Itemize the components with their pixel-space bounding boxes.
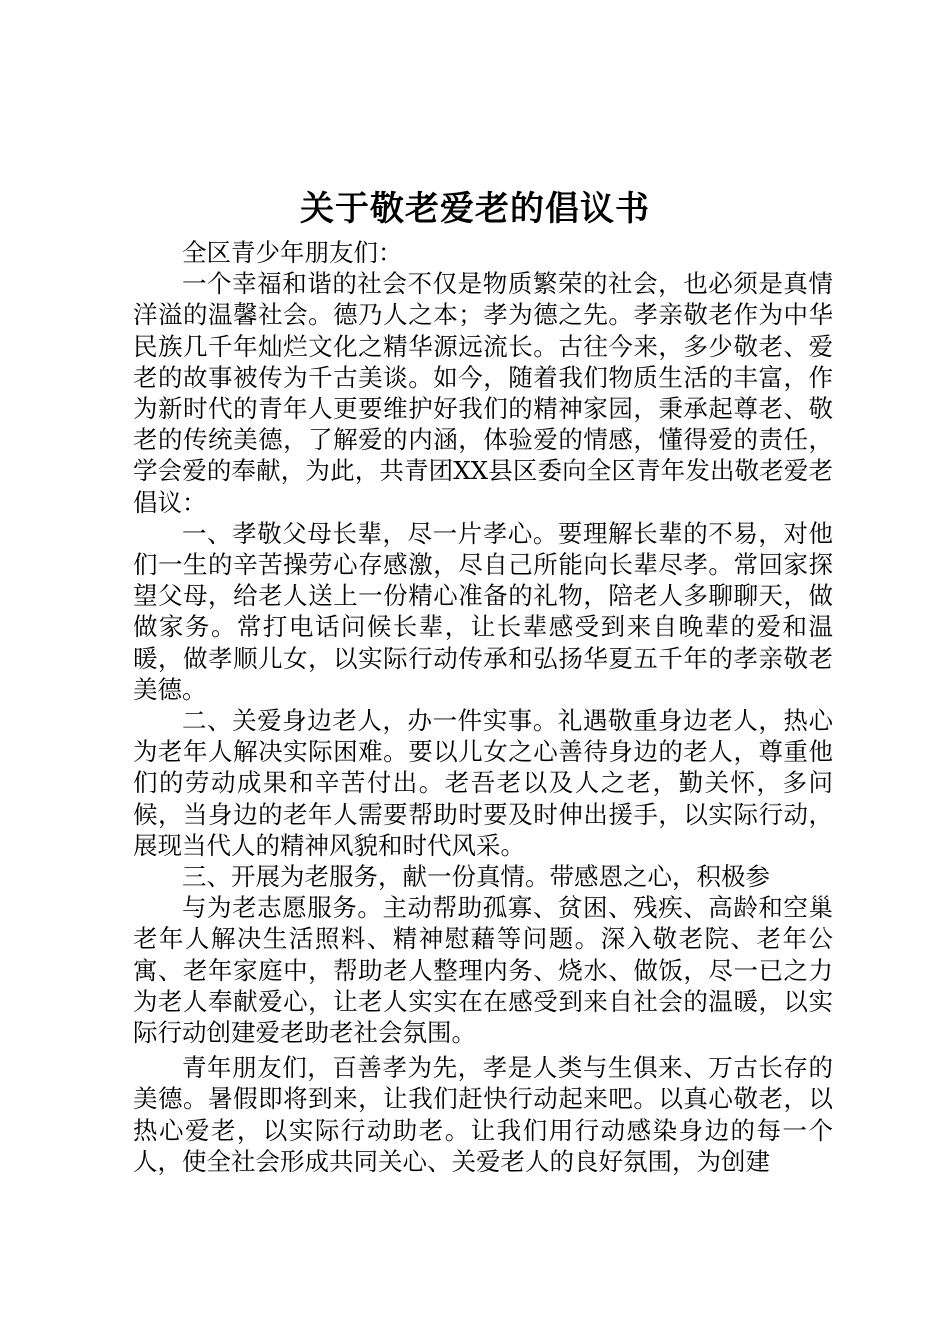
paragraph-item-3-start: 三、开展为老服务，献一份真情。带感恩之心，积极参 xyxy=(182,862,770,892)
paragraph-closing: 青年朋友们，百善孝为先，孝是人类与生俱来、万古长存的美德。暑假即将到来，让我们赶快行动起来吧。以真心敬老，以热心爱老，以实际行动助老。让我们用行动感染身边的每一个人，使全社会形成共同关心、关爱老人的良好氛围，为创建 xyxy=(133,1053,833,1176)
document-title: 关于敬老爱老的倡议书 xyxy=(300,189,650,229)
salutation: 全区青少年朋友们： xyxy=(182,238,403,267)
paragraph-item-1: 一、孝敬父母长辈，尽一片孝心。要理解长辈的不易，对他们一生的辛苦操劳心存感激，尽自己所能向长辈尽孝。常回家探望父母，给老人送上一份精心准备的礼物，陪老人多聊聊天，做做家务。常打电话问候长辈，让长辈感受到来自晚辈的爱和温暖，做孝顺儿女，以实际行动传承和弘扬华夏五千年的孝亲敬老美德。 xyxy=(133,518,833,704)
document-body xyxy=(133,237,833,1177)
paragraph-item-3-continued: 与为老志愿服务。主动帮助孤寡、贫困、残疾、高龄和空巢老年人解决生活照料、精神慰藉等问题。深入敬老院、老年公寓、老年家庭中，帮助老人整理内务、烧水、做饭，尽一已之力为老人奉献爱心，让老人实实在在感受到来自社会的温暖，以实际行动创建爱老助老社会氛围。 xyxy=(133,893,833,1048)
paragraph-item-2: 二、关爱身边老人，办一件实事。礼遇敬重身边老人，热心为老年人解决实际困难。要以儿女之心善待身边的老人，尊重他们的劳动成果和辛苦付出。老吾老以及人之老，勤关怀，多问候，当身边的老年人需要帮助时要及时伸出援手，以实际行动，展现当代人的精神风貌和时代风采。 xyxy=(133,706,833,860)
paragraph-intro: 一个幸福和谐的社会不仅是物质繁荣的社会，也必须是真情洋溢的温馨社会。德乃人之本；孝为德之先。孝亲敬老作为中华民族几千年灿烂文化之精华源远流长。古往今来，多少敬老、爱老的故事被传为千古美谈。如今，随着我们物质生活的丰富，作为新时代的青年人更要维护好我们的精神家园，秉承起尊老、敬老的传统美德，了解爱的内涵，体验爱的情感，懂得爱的责任，学会爱的奉献，为此，共青团XX县区委向全区青年发出敬老爱老倡议： xyxy=(133,269,833,517)
